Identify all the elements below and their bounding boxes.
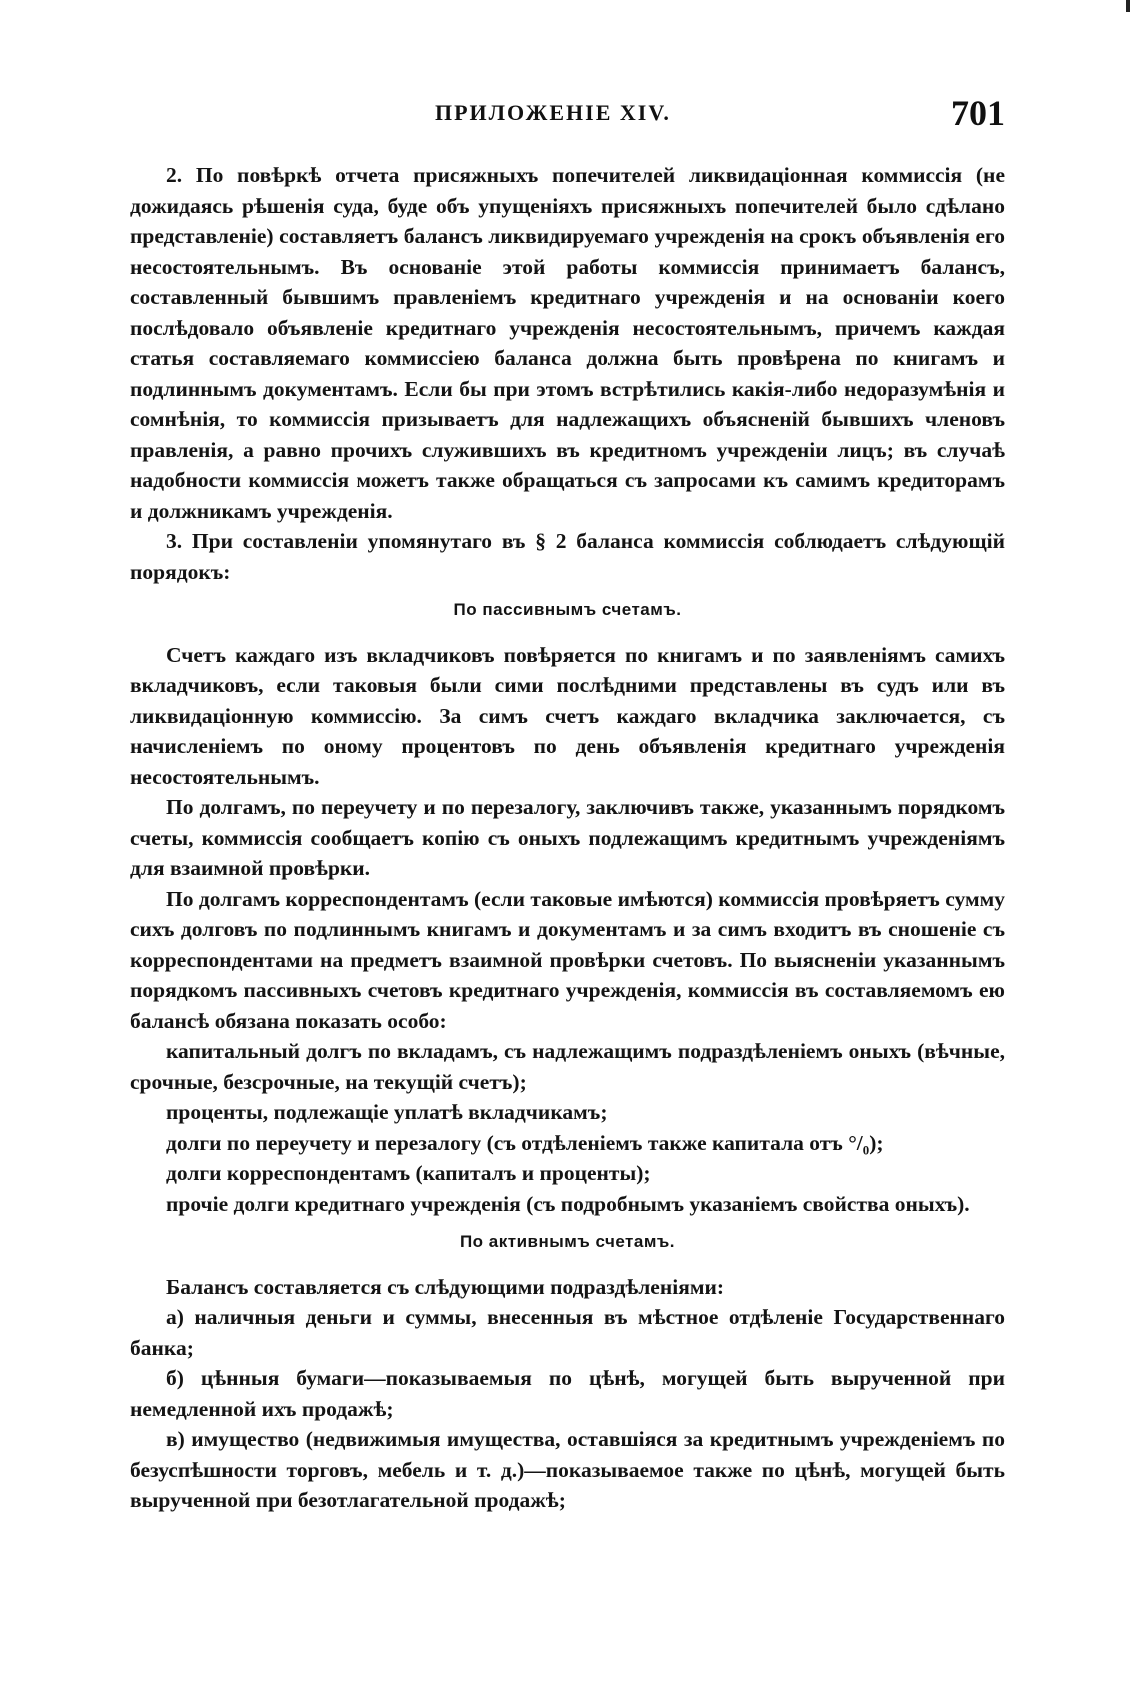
passive-list-item: капитальный долгъ по вкладамъ, съ надлежащимъ подраздѣленіемъ оныхъ (вѣчные, срочные, безсрочные, на текущій счетъ); [130,1039,1005,1094]
passive-list-item: долги по переучету и перезалогу (съ отдѣленіемъ также капитала отъ °/₀); [166,1130,884,1155]
active-accounts-heading: По активнымъ счетамъ. [459,1232,676,1251]
active-list-item: в) имущество (недвижимыя имущества, оставшіяся за кредитнымъ учрежденіемъ по безуспѣшности торговъ, мебель и т. д.)—показываемое также по цѣнѣ, могущей быть вырученной при безотлагательной продажѣ; [130,1427,1005,1512]
running-title: ПРИЛОЖЕНІЕ XIV. [435,100,671,125]
passive-list-item: проценты, подлежащіе уплатѣ вкладчикамъ; [166,1100,608,1124]
active-list-item: а) наличныя деньги и суммы, внесенныя въ мѣстное отдѣленіе Государственнаго банка; [130,1305,1005,1360]
paragraph-2: 2. По повѣркѣ отчета присяжныхъ попечителей ликвидаціонная коммиссія (не дожидаясь рѣшенія суда, буде объ упущеніяхъ присяжныхъ попечителей было сдѣлано представленіе) составляетъ балансъ ликвидируемаго учрежденія на срокъ объявленія его несостоятельнымъ. Въ основаніе этой работы коммиссія принимаетъ балансъ, составленный бывшимъ правленіемъ кредитнаго учрежденія и на основаніи коего послѣдовало объявленіе кредитнаго учрежденія несостоятельнымъ, причемъ каждая статья составляемаго коммиссіею баланса должна быть провѣрена по книгамъ и подлиннымъ документамъ. Если бы при этомъ встрѣтились какія-либо недоразумѣнія и сомнѣнія, то коммиссія призываетъ для надлежащихъ объясненій бывшихъ членовъ правленія, а равно прочихъ служившихъ въ кредитномъ учрежденіи лицъ; въ случаѣ надобности коммиссія можетъ также обращаться съ запросами къ самимъ кредиторамъ и должникамъ учрежденія. [130,163,1005,523]
passive-list-item: долги корреспондентамъ (капиталъ и проценты); [166,1161,651,1185]
page-header [130,92,1005,132]
passive-accounts-heading: По пассивнымъ счетамъ. [453,600,682,619]
page-number: 701 [951,93,1005,133]
passive-paragraph: По долгамъ корреспондентамъ (если таковые имѣются) коммиссія провѣряетъ сумму сихъ долговъ по подлиннымъ книгамъ и документамъ и за симъ входитъ въ сношеніе съ корреспондентами на предметъ взаимной провѣрки счетовъ. По выясненіи указаннымъ порядкомъ пассивныхъ счетовъ кредитнаго учрежденія, коммиссія въ составляемомъ ею балансѣ обязана показать особо: [130,886,1005,1033]
body-text [130,160,1005,1516]
passive-paragraph: Счетъ каждаго изъ вкладчиковъ повѣряется по книгамъ и по заявленіямъ самихъ вкладчиковъ, если таковыя были сими послѣдними представлены въ судъ или въ ликвидаціонную коммиссію. За симъ счетъ каждаго вкладчика заключается, съ начисленіемъ по оному процентовъ по день объявленія кредитнаго учрежденія несостоятельнымъ. [130,642,1005,789]
active-list-item: б) цѣнныя бумаги—показываемыя по цѣнѣ, могущей быть вырученной при немедленной ихъ продажѣ; [130,1366,1005,1421]
scan-artifact-mark [1126,0,1130,12]
paragraph-3: 3. При составленіи упомянутаго въ § 2 баланса коммиссія соблюдаетъ слѣдующій порядокъ: [130,529,1005,584]
active-intro: Балансъ составляется съ слѣдующими подраздѣленіями: [166,1274,725,1299]
passive-paragraph: По долгамъ, по переучету и по перезалогу, заключивъ также, указаннымъ порядкомъ счеты, коммиссія сообщаетъ копію съ оныхъ подлежащимъ кредитнымъ учрежденіямъ для взаимной провѣрки. [130,795,1005,880]
passive-list-item: прочіе долги кредитнаго учрежденія (съ подробнымъ указаніемъ свойства оныхъ). [166,1191,970,1216]
